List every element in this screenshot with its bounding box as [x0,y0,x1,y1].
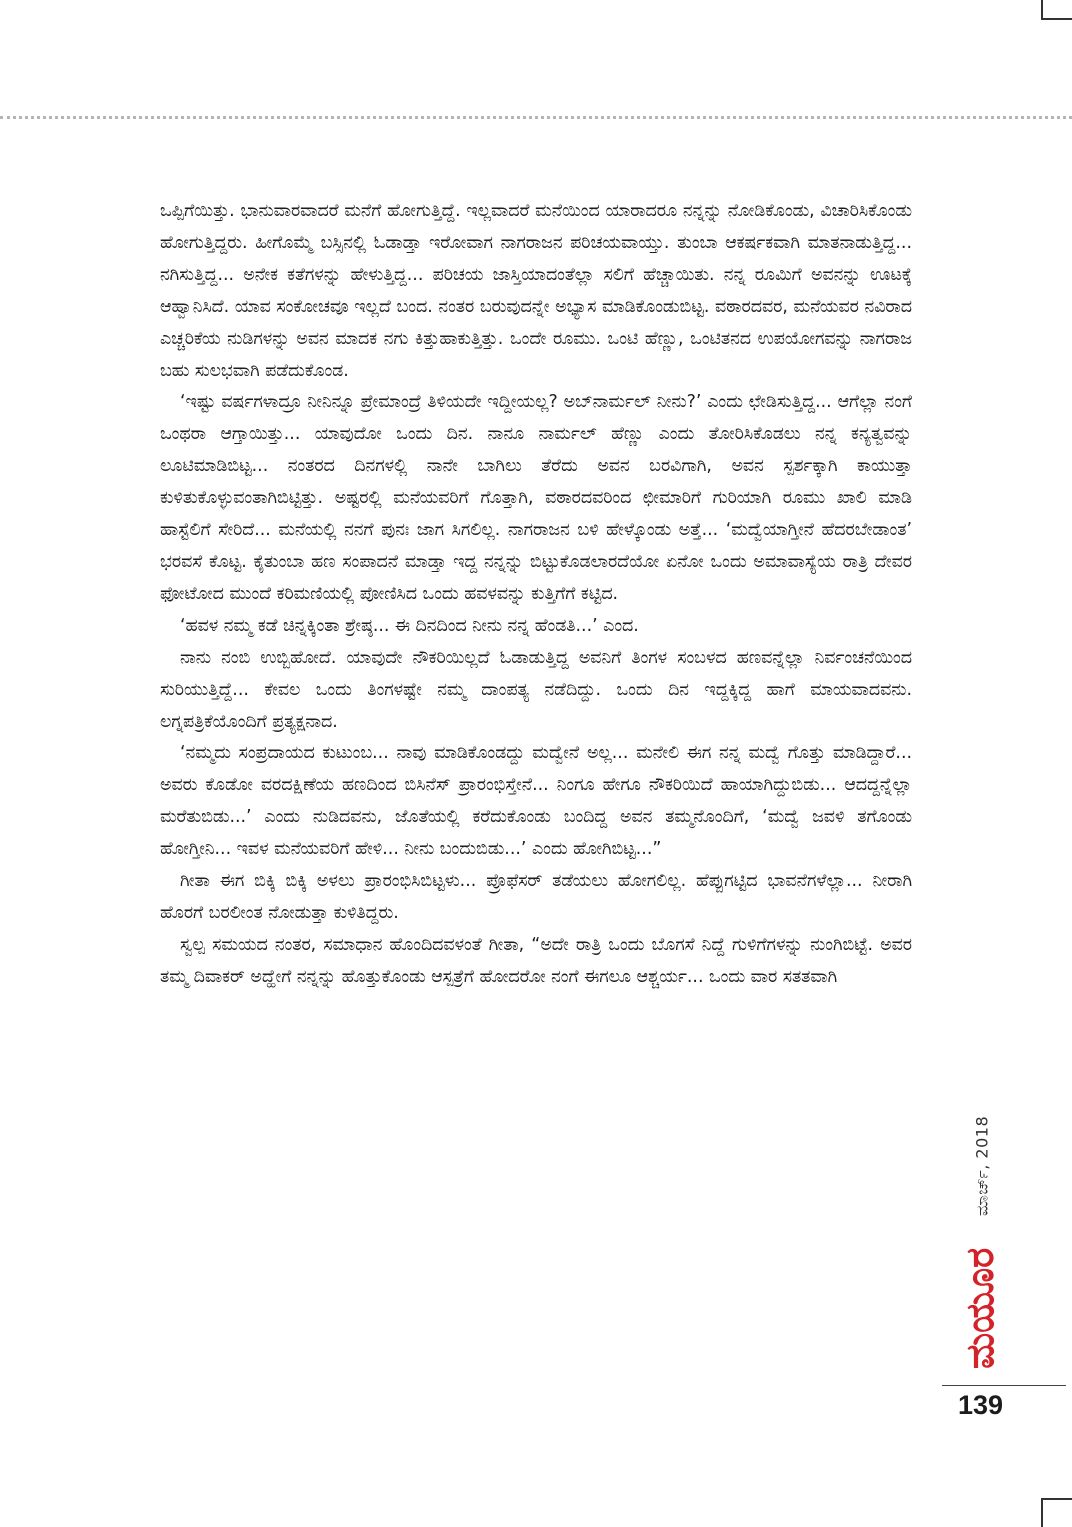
paragraph: ಸ್ವಲ್ಪ ಸಮಯದ ನಂತರ, ಸಮಾಧಾನ ಹೊಂದಿದವಳಂತೆ ಗೀತಾ, “ಅದೇ ರಾತ್ರಿ ಒಂದು ಬೊಗಸೆ ನಿದ್ದೆ ಗುಳಿಗೆಗಳನ್ನು ನುಂಗಿಬಿಟ್ಟೆ. ಅವರ ತಮ್ಮ ದಿವಾಕರ್ ಅದ್ಹೇಗೆ ನನ್ನನ್ನು ಹೊತ್ತುಕೊಂಡು ಆಸ್ಪತ್ರೆಗೆ ಹೋದರೋ ನಂಗೆ ಈಗಲೂ ಆಶ್ಚರ್ಯ... ಒಂದು ವಾರ ಸತತವಾಗಿ [160,934,912,987]
article-body [160,196,912,994]
paragraph: ‘ಇಷ್ಟು ವರ್ಷಗಳಾದ್ರೂ ನೀನಿನ್ನೂ ಪ್ರೇಮಾಂದ್ರೆ ತಿಳಿಯದೇ ಇದ್ದೀಯಲ್ಲ? ಅಬ್‌ನಾರ್ಮಲ್ ನೀನು?’ ಎಂದು ಛೇಡಿಸುತ್ತಿದ್ದ... ಆಗೆಲ್ಲಾ ನಂಗೆ ಒಂಥರಾ ಆಗ್ತಾಯಿತ್ತು... ಯಾವುದೋ ಒಂದು ದಿನ. ನಾನೂ ನಾರ್ಮಲ್ ಹೆಣ್ಣು ಎಂದು ತೋರಿಸಿಕೊಡಲು ನನ್ನ ಕನ್ಯತ್ವವನ್ನು ಲೂಟಿಮಾಡಿಬಿಟ್ಟ... ನಂತರದ ದಿನಗಳಲ್ಲಿ ನಾನೇ ಬಾಗಿಲು ತೆರೆದು ಅವನ ಬರವಿಗಾಗಿ, ಅವನ ಸ್ಪರ್ಶಕ್ಕಾಗಿ ಕಾಯುತ್ತಾ ಕುಳಿತುಕೊಳ್ಳುವಂತಾಗಿಬಿಟ್ಟಿತ್ತು. ಅಷ್ಟರಲ್ಲಿ ಮನೆಯವರಿಗೆ ಗೊತ್ತಾಗಿ, ವಠಾರದವರಿಂದ ಛೀಮಾರಿಗೆ ಗುರಿಯಾಗಿ ರೂಮು ಖಾಲಿ ಮಾಡಿ ಹಾಸ್ಟೆಲಿಗೆ ಸೇರಿದೆ... ಮನೆಯಲ್ಲಿ ನನಗೆ ಪುನಃ ಜಾಗ ಸಿಗಲಿಲ್ಲ. ನಾಗರಾಜನ ಬಳಿ ಹೇಳ್ಕೊಂಡು ಅತ್ತೆ... ‘ಮದ್ವೆಯಾಗ್ತೀನೆ ಹೆದರಬೇಡಾಂತ’ ಭರವಸೆ ಕೊಟ್ಟ. ಕೈತುಂಬಾ ಹಣ ಸಂಪಾದನೆ ಮಾಡ್ತಾ ಇದ್ದ ನನ್ನನ್ನು ಬಿಟ್ಟುಕೊಡಲಾರದೆಯೋ ಏನೋ ಒಂದು ಅಮಾವಾಸ್ಯೆಯ ರಾತ್ರಿ ದೇವರ ಫೋಟೋದ ಮುಂದೆ ಕರಿಮಣಿಯಲ್ಲಿ ಪೋಣಿಸಿದ ಒಂದು ಹವಳವನ್ನು ಕುತ್ತಿಗೆಗೆ ಕಟ್ಟಿದ. [160,392,912,604]
paragraph: ‘ಹವಳ ನಮ್ಮ ಕಡೆ ಚಿನ್ನಕ್ಕಿಂತಾ ಶ್ರೇಷ್ಠ... ಈ ದಿನದಿಂದ ನೀನು ನನ್ನ ಹೆಂಡತಿ...’ ಎಂದ. [180,615,639,636]
page-number: 139 [958,1390,1004,1420]
crop-mark-bottom [1041,1498,1072,1527]
crop-mark-top [1041,0,1072,20]
issue-date: ಮಾರ್ಚ್, 2018 [972,1115,992,1217]
paragraph: ‘ನಮ್ಮದು ಸಂಪ್ರದಾಯದ ಕುಟುಂಬ... ನಾವು ಮಾಡಿಕೊಂಡದ್ದು ಮದ್ವೇನೆ ಅಲ್ಲ... ಮನೇಲಿ ಈಗ ನನ್ನ ಮದ್ವೆ ಗೊತ್ತು ಮಾಡಿದ್ದಾರೆ... ಅವರು ಕೊಡೋ ವರದಕ್ಷಿಣೆಯ ಹಣದಿಂದ ಬಿಸಿನೆಸ್ ಪ್ರಾರಂಭಿಸ್ತೇನೆ... ನಿಂಗೂ ಹೇಗೂ ನೌಕರಿಯಿದೆ ಹಾಯಾಗಿದ್ದುಬಿಡು... ಆದದ್ದನ್ನೆಲ್ಲಾ ಮರೆತುಬಿಡು...’ ಎಂದು ನುಡಿದವನು, ಜೊತೆಯಲ್ಲಿ ಕರೆದುಕೊಂಡು ಬಂದಿದ್ದ ಅವನ ತಮ್ಮನೊಂದಿಗೆ, ‘ಮದ್ವೆ ಜವಳಿ ತಗೊಂಡು ಹೋಗ್ತೀನಿ... ಇವಳ ಮನೆಯವರಿಗೆ ಹೇಳಿ... ನೀನು ಬಂದುಬಿಡು...’ ಎಂದು ಹೋಗಿಬಿಟ್ಟ...” [160,743,912,860]
paragraph: ನಾನು ನಂಬಿ ಉಬ್ಬಿಹೋದೆ. ಯಾವುದೇ ನೌಕರಿಯಿಲ್ಲದೆ ಓಡಾಡುತ್ತಿದ್ದ ಅವನಿಗೆ ತಿಂಗಳ ಸಂಬಳದ ಹಣವನ್ನೆಲ್ಲಾ ನಿರ್ವಂಚನೆಯಿಂದ ಸುರಿಯುತ್ತಿದ್ದೆ... ಕೇವಲ ಒಂದು ತಿಂಗಳಷ್ಟೇ ನಮ್ಮ ದಾಂಪತ್ಯ ನಡೆದಿದ್ದು. ಒಂದು ದಿನ ಇದ್ದಕ್ಕಿದ್ದ ಹಾಗೆ ಮಾಯವಾದವನು. ಲಗ್ನಪತ್ರಿಕೆಯೊಂದಿಗೆ ಪ್ರತ್ಯಕ್ಷನಾದ. [160,647,912,732]
folio-rule [942,1385,1066,1386]
paragraph: ಒಪ್ಪಿಗೆಯಿತ್ತು. ಭಾನುವಾರವಾದರೆ ಮನೆಗೆ ಹೋಗುತ್ತಿದ್ದೆ. ಇಲ್ಲವಾದರೆ ಮನೆಯಿಂದ ಯಾರಾದರೂ ನನ್ನನ್ನು ನೋಡಿಕೊಂಡು, ವಿಚಾರಿಸಿಕೊಂಡು ಹೋಗುತ್ತಿದ್ದರು. ಹೀಗೊಮ್ಮೆ ಬಸ್ಸಿನಲ್ಲಿ ಓಡಾಡ್ತಾ ಇರೋವಾಗ ನಾಗರಾಜನ ಪರಿಚಯವಾಯ್ತು. ತುಂಬಾ ಆಕರ್ಷಕವಾಗಿ ಮಾತನಾಡುತ್ತಿದ್ದ... ನಗಿಸುತ್ತಿದ್ದ... ಅನೇಕ ಕತೆಗಳನ್ನು ಹೇಳುತ್ತಿದ್ದ... ಪರಿಚಯ ಜಾಸ್ತಿಯಾದಂತೆಲ್ಲಾ ಸಲಿಗೆ ಹೆಚ್ಚಾಯಿತು. ನನ್ನ ರೂಮಿಗೆ ಅವನನ್ನು ಊಟಕ್ಕೆ ಆಹ್ವಾನಿಸಿದೆ. ಯಾವ ಸಂಕೋಚವೂ ಇಲ್ಲದೆ ಬಂದ. ನಂತರ ಬರುವುದನ್ನೇ ಅಭ್ಯಾಸ ಮಾಡಿಕೊಂಡುಬಿಟ್ಟ. ವಠಾರದವರ, ಮನೆಯವರ ನವಿರಾದ ಎಚ್ಚರಿಕೆಯ ನುಡಿಗಳನ್ನು ಅವನ ಮಾದಕ ನಗು ಕಿತ್ತುಹಾಕುತ್ತಿತ್ತು. ಒಂದೇ ರೂಮು. ಒಂಟಿ ಹೆಣ್ಣು, ಒಂಟಿತನದ ಉಪಯೋಗವನ್ನು ನಾಗರಾಜ ಬಹು ಸುಲಭವಾಗಿ ಪಡೆದುಕೊಂಡ. [160,201,912,381]
header-dotted-rule [0,116,1072,119]
paragraph: ಗೀತಾ ಈಗ ಬಿಕ್ಕಿ ಬಿಕ್ಕಿ ಅಳಲು ಪ್ರಾರಂಭಿಸಿಬಿಟ್ಟಳು... ಪ್ರೊಫೆಸರ್ ತಡೆಯಲು ಹೋಗಲಿಲ್ಲ. ಹೆಪ್ಪುಗಟ್ಟಿದ ಭಾವನೆಗಳೆಲ್ಲಾ... ನೀರಾಗಿ ಹೊರಗೆ ಬರಲೀಂತ ನೋಡುತ್ತಾ ಕುಳಿತಿದ್ದರು. [160,871,912,923]
magazine-logo: ಮಯೂರ [958,1247,1002,1369]
